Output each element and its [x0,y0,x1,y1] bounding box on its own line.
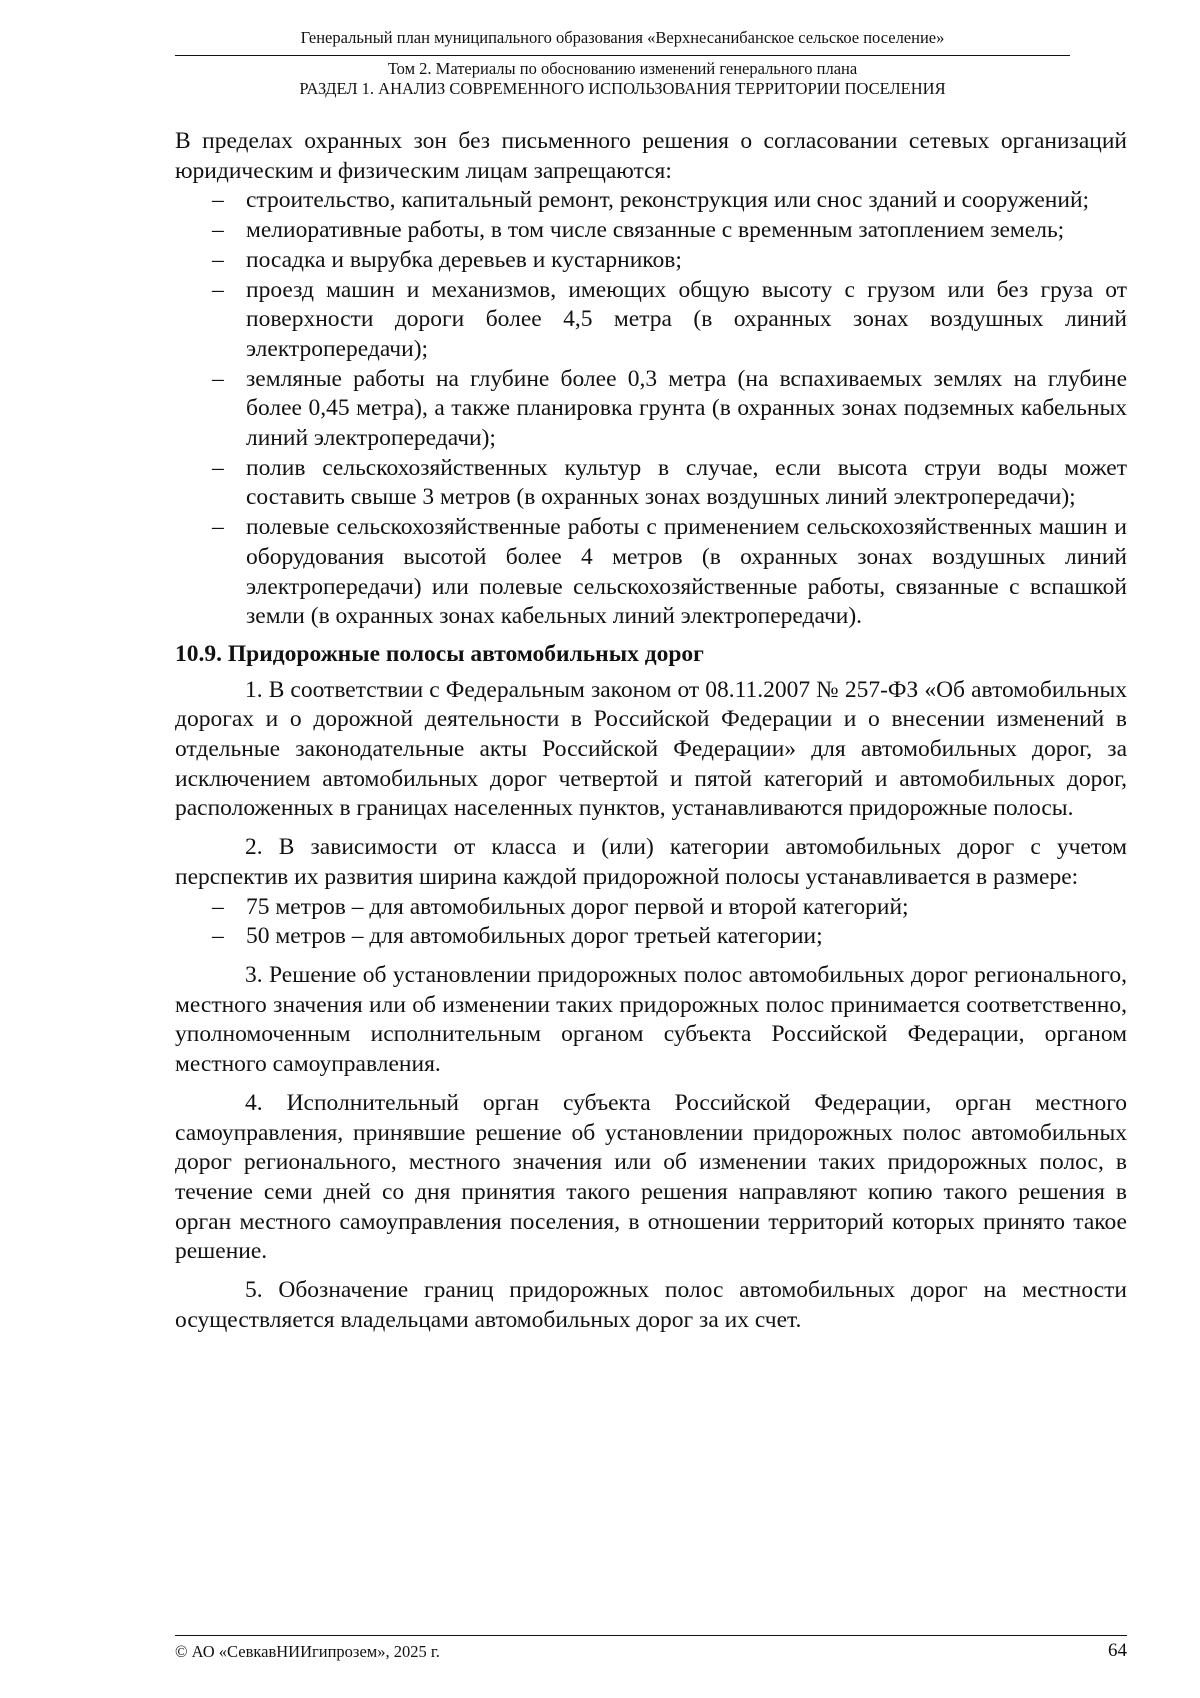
paragraph-1: 1. В соответствии с Федеральным законом от 08.11.2007 № 257-ФЗ «Об автомобильных дорогах и о дорожной деятельности в Российской Федерации и о внесении изменений в отдельные законодательные акты Российской Федерации» для автомобильных дорог, за исключением автомобильных дорог четвертой и пятой категорий и автомобильных дорог, расположенных в границах населенных пунктов, устанавливаются придорожные полосы. [175,676,1127,822]
strip-width-list [175,893,1127,952]
dash-bullet: – [212,187,224,214]
list-item-text: полив сельскохозяйственных культур в случае, если высота струи воды может составить свыше 3 метров (в охранных зонах воздушных линий электропередачи); [246,454,1127,511]
list-item [175,276,1127,365]
running-header [175,28,1070,48]
list-item-text: посадка и вырубка деревьев и кустарников; [246,246,682,273]
dash-bullet: – [212,365,224,392]
dash-bullet: – [212,514,224,541]
list-item-text: 75 метров – для автомобильных дорог первой и второй категорий; [246,893,909,920]
header-section-title: РАЗДЕЛ 1. АНАЛИЗ СОВРЕМЕННОГО ИСПОЛЬЗОВАНИЯ ТЕРРИТОРИИ ПОСЕЛЕНИЯ [299,79,946,98]
dash-bullet: – [212,246,224,273]
list-item [175,216,1127,246]
list-item [175,922,1127,952]
footer-copyright: © АО «СевкавНИИгипрозем», 2025 г. [175,1642,440,1661]
list-item [175,513,1127,632]
list-item [175,246,1127,276]
header-volume-title: Том 2. Материалы по обоснованию изменений генерального плана [387,59,858,78]
list-item-text: земляные работы на глубине более 0,3 метра (на вспахиваемых землях на глубине более 0,45 метра), а также планировка грунта (в охранных зонах подземных кабельных линий электропередачи); [246,365,1127,452]
list-item-text: 50 метров – для автомобильных дорог третьей категории; [246,923,823,950]
list-item [175,365,1127,454]
dash-bullet: – [212,893,224,920]
list-item-text: мелиоративные работы, в том числе связанные с временным затоплением земель; [246,217,1065,244]
header-document-title: Генеральный план муниципального образования «Верхнесанибанское сельское поселение» [300,28,945,47]
section-heading: 10.9. Придорожные полосы автомобильных дорог [175,640,704,667]
page-body [175,127,1127,1335]
paragraph-2: 2. В зависимости от класса и (или) категории автомобильных дорог с учетом перспектив их развития ширина каждой придорожной полосы устанавливается в размере: [175,834,1127,890]
dash-bullet: – [212,276,224,303]
dash-bullet: – [212,454,224,481]
prohibited-works-list [175,186,1127,632]
paragraph-3: 3. Решение об установлении придорожных полос автомобильных дорог регионального, местного значения или об изменении таких придорожных полос принимается соответственно, уполномоченным исполнительным органом субъекта Российской Федерации, органом местного самоуправления. [175,961,1127,1078]
dash-bullet: – [212,217,224,244]
page-number: 64 [1108,1640,1127,1661]
list-item-text: строительство, капитальный ремонт, реконструкция или снос зданий и сооружений; [246,187,1090,214]
list-item [175,893,1127,923]
footer-divider [175,1635,1127,1636]
intro-paragraph: В пределах охранных зон без письменного решения о согласовании сетевых организаций юридическим и физическим лицам запрещаются: [175,128,1127,184]
running-subheader [175,59,1070,99]
header-divider [175,55,1070,56]
list-item-text: полевые сельскохозяйственные работы с применением сельскохозяйственных машин и оборудования высотой более 4 метров (в охранных зонах воздушных линий электропередачи) или полевые сельскохозяйственные работы, связанные с вспашкой земли (в охранных зонах кабельных линий электропередачи). [246,514,1127,630]
paragraph-5: 5. Обозначение границ придорожных полос автомобильных дорог на местности осуществляется владельцами автомобильных дорог за их счет. [175,1277,1127,1333]
dash-bullet: – [212,923,224,950]
list-item [175,186,1127,216]
paragraph-4: 4. Исполнительный орган субъекта Российской Федерации, орган местного самоуправления, принявшие решение об установлении придорожных полос автомобильных дорог регионального, местного значения или об изменении таких придорожных полос, в течение семи дней со дня принятия такого решения направляют копию такого решения в орган местного самоуправления поселения, в отношении территорий которых принято такое решение. [175,1089,1127,1265]
list-item [175,454,1127,513]
list-item-text: проезд машин и механизмов, имеющих общую высоту с грузом или без груза от поверхности дороги более 4,5 метра (в охранных зонах воздушных линий электропередачи); [246,276,1127,362]
